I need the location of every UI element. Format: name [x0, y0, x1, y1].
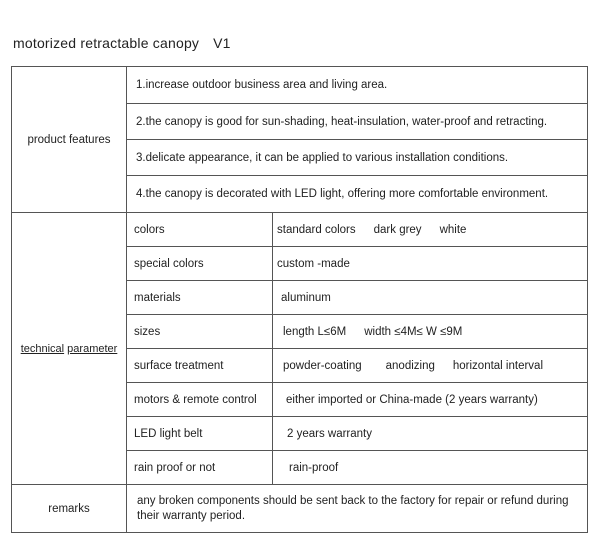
document-title — [13, 35, 231, 51]
feature-item: 2.the canopy is good for sun-shading, heat-insulation, water-proof and retracting. — [127, 104, 588, 140]
feature-item: 1.increase outdoor business area and living area. — [127, 67, 588, 104]
feature-row — [12, 67, 588, 104]
title-text: motorized retractable canopy — [13, 35, 200, 51]
param-key: materials — [127, 281, 273, 315]
param-key: LED light belt — [127, 417, 273, 451]
param-value: aluminum — [273, 281, 588, 315]
param-key: colors — [127, 213, 273, 247]
remarks-text: any broken components should be sent back to the factory for repair or refund during their warranty period. — [127, 485, 588, 533]
technical-label-part: technical — [20, 342, 65, 355]
spec-table — [11, 66, 588, 533]
feature-item: 4.the canopy is decorated with LED light, offering more comfortable environment. — [127, 176, 588, 213]
param-key: surface treatment — [127, 349, 273, 383]
param-key: special colors — [127, 247, 273, 281]
param-key: motors & remote control — [127, 383, 273, 417]
title-version: V1 — [213, 35, 231, 51]
param-value: custom -made — [273, 247, 588, 281]
param-value: powder-coating anodizing horizontal interval — [273, 349, 588, 383]
param-value: 2 years warranty — [273, 417, 588, 451]
remarks-row — [12, 485, 588, 533]
technical-parameter-label — [12, 213, 127, 485]
param-value: length L≤6M width ≤4M≤ W ≤9M — [273, 315, 588, 349]
feature-item: 3.delicate appearance, it can be applied to various installation conditions. — [127, 140, 588, 176]
parameter-label-part: parameter — [67, 342, 118, 355]
product-features-label: product features — [12, 67, 127, 213]
remarks-label: remarks — [12, 485, 127, 533]
param-value: rain-proof — [273, 451, 588, 485]
param-key: sizes — [127, 315, 273, 349]
param-key: rain proof or not — [127, 451, 273, 485]
param-row — [12, 213, 588, 247]
param-value: standard colors dark grey white — [273, 213, 588, 247]
param-value: either imported or China-made (2 years warranty) — [273, 383, 588, 417]
